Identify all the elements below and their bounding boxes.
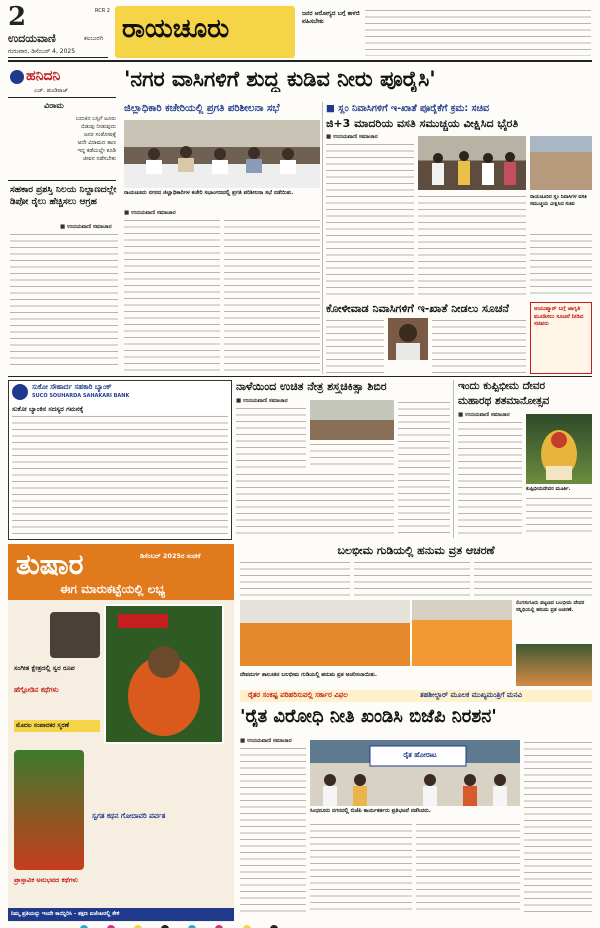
meeting-photo-art (124, 120, 320, 188)
section-rule (8, 376, 592, 377)
flower-art (14, 750, 84, 870)
eye-camp-byline: ■ ಉದಯವಾಣಿ ಸಮಾಚಾರ (236, 398, 288, 404)
farmer-kicker-2: ತಹಶೀಲ್ದಾರ್ ಮೂಲಕ ಮುಖ್ಯಮಂತ್ರಿಗೆ ಮನವಿ (420, 691, 522, 699)
festival-byline: ■ ಉದಯವಾಣಿ ಸಮಾಚಾರ (458, 412, 510, 418)
second-body-col-2 (432, 318, 526, 374)
hanuman-body-2 (354, 560, 470, 596)
hanidani-title: ಹನಿದನಿ (26, 68, 61, 84)
poem-line: ಜನರ ಸಂತೋಷಕ್ಕೆ (84, 132, 116, 138)
poem-line: ಬದುಕಿನ ಬಸ್ಸಿಗೆ ಟೂರು (75, 116, 116, 122)
bank-logo-icon (12, 384, 28, 400)
hanidani-rule (8, 97, 116, 98)
poem-line: ಅದೇ ವಿರಾಮದ ತಾಣ (77, 140, 116, 146)
poem-line: ಜೀವನ ನಡೆಸಬೇಕು (82, 156, 116, 162)
farmer-headline: 'ರೈತ ವಿರೋಧಿ ನೀತಿ ಖಂಡಿಸಿ ಬಿಜೆಪಿ ನಿರಶನ' (240, 706, 497, 727)
eye-camp-body-4 (398, 400, 450, 536)
right-byline: ■ ಉದಯವಾಣಿ ಸಮಾಚಾರ (326, 134, 378, 140)
main-subhead: ಜಿಲ್ಲಾಧಿಕಾರಿ ಕಚೇರಿಯಲ್ಲಿ ಪ್ರಗತಿ ಪರಿಶೀಲನಾ ಸಭೆ (124, 103, 280, 114)
tushar-blurb-3: ಮೊದಲ ಸಂಪಾದಕರ ಸ್ಮರಣೆ (14, 720, 100, 732)
eye-camp-photo (310, 400, 394, 440)
bank-name-en: SUCO SOUHARDA SAHAKARI BANK (32, 393, 130, 399)
festival-body-1 (458, 420, 522, 536)
tushar-blurb-1: ಸಂಗೀತ ಕ್ಷೇತ್ರದಲ್ಲಿ ಸ್ವರ ರೂಪ (14, 664, 75, 672)
second-headline: ಕೋಳೀವಾಡ ನಿವಾಸಿಗಳಿಗೆ ಇ-ಖಾತೆ ನೀಡಲು ಸೂಚನೆ (326, 302, 509, 315)
hanuman-headline: ಬಲಭೀಮ ಗುಡಿಯಲ್ಲಿ ಹನುಮ ವ್ರತ ಆಚರಣೆ (337, 544, 495, 557)
meeting-photo (124, 120, 320, 188)
tushar-footer: ನಿಮ್ಮ ಪ್ರತಿಯನ್ನು ಇಂದೇ ಕಾಯ್ದಿರಿಸಿ - ತಕ್ಷಣ ಏಜೆಂಟರಲ್ಲಿ ಕೇಳಿ (8, 908, 234, 921)
second-body-col-1 (326, 318, 384, 374)
eye-camp-headline: ನಾಳೆಯಿಂದ ಉಚಿತ ನೇತ್ರ ಶಸ್ತ್ರಚಿಕಿತ್ಸಾ ಶಿಬಿರ (236, 380, 387, 393)
poem-line: ಬಿಡುವು ನೀಡುವುದು (81, 124, 116, 130)
left-story-byline: ■ ಉದಯವಾಣಿ ಸಮಾಚಾರ (60, 224, 112, 230)
poem-rule (8, 180, 116, 181)
print-registration-marks (80, 918, 520, 926)
right-body-col-3 (530, 232, 592, 298)
eye-camp-body-3 (236, 472, 394, 536)
farmer-kicker: ರೈತರ ಸಂಕಷ್ಟ ಪರಿಹರಿಸುವಲ್ಲಿ ಸರ್ಕಾರ ವಿಫಲ (248, 691, 348, 699)
left-story-headline: ಸಹಕಾರ ಪ್ರಶಸ್ತಿ ನಿಲಯ ನಿಲ್ದಾಣದಲ್ಲೇ ಡಿಪೋ ರೈಲು ಹೆಚ್ಚಿಸಲು ಆಗ್ರಹ (10, 185, 117, 207)
farmer-body-3 (416, 822, 520, 914)
top-article-body (365, 8, 591, 56)
poem-block (36, 115, 116, 163)
bank-ad-body (12, 414, 228, 534)
eye-camp-body-2 (310, 442, 394, 470)
right-body-col-1 (326, 142, 414, 300)
bank-name: ಸುಕೋ ಸೌಹಾರ್ದ ಸಹಕಾರಿ ಬ್ಯಾಂಕ್ (32, 383, 112, 391)
hanidani-author: ಎಚ್. ಡುಂಡಿರಾಜ್ (34, 88, 69, 94)
deity-photo-art (526, 414, 592, 484)
tushar-blurb-2: ಹೆಗ್ಗೋಡಿನ ಕಥೆಗಳು (14, 686, 59, 694)
hanuman-photo-caption: ಲಿಂಗಸುಗೂರು ಪಟ್ಟಣದ ಬಲಭೀಮ ದೇವರ ಸನ್ನಿಧಿಯಲ್ಲಿ ಹನುಮ ವ್ರತ ಆಚರಣೆ. (516, 600, 585, 613)
farmer-body-2 (310, 822, 412, 914)
tushar-blurb-5: ಪ್ರಾಸ್ತಾವಿಕ ಅನುಭವದ ಕಥೆಗಳು (14, 876, 78, 884)
hanidani-badge (10, 70, 24, 84)
issue-date: ಗುರುವಾರ, ಡಿಸೆಂಬರ್ 4, 2025 (8, 48, 76, 55)
hanuman-photo-1 (240, 600, 410, 666)
festival-divider (453, 380, 454, 538)
edition-name: ಕಲಬುರಗಿ (84, 35, 104, 42)
tushar-tagline: ಈಗ ಮಾರುಕಟ್ಟೆಯಲ್ಲಿ ಲಭ್ಯ (60, 582, 166, 596)
deity-photo (526, 414, 592, 484)
hanuman-photo-3 (516, 644, 592, 686)
section-title: ರಾಯಚೂರು (122, 14, 230, 44)
hanuman-photo-2 (412, 600, 512, 666)
top-quote: ಜನರ ಆರೋಗ್ಯದ ಬಗ್ಗೆ ಕಾಳಜಿ ವಹಿಸಬೇಕು (302, 10, 360, 25)
farmer-body-1 (240, 746, 306, 914)
hanuman-body-1 (240, 560, 350, 596)
main-headline: 'ನಗರ ವಾಸಿಗಳಿಗೆ ಶುದ್ಧ ಕುಡಿವ ನೀರು ಪೂರೈಸಿ' (124, 66, 436, 91)
farmer-body-4 (524, 740, 592, 914)
minister-visit-photo (418, 136, 526, 190)
meeting-photo-caption: ರಾಯಚೂರು ನಗರದ ಜಿಲ್ಲಾಧಿಕಾರಿಗಳ ಕಚೇರಿ ಸಭಾಂಗಣದಲ್ಲಿ ಪ್ರಗತಿ ಪರಿಶೀಲನಾ ಸಭೆ ನಡೆಯಿತು. (124, 190, 294, 196)
brand-name: ಉದಯವಾಣಿ (8, 32, 56, 45)
festival-headline-2: ಮಹಾರಥ ಶತಮಾನೋತ್ಸವ (458, 395, 550, 407)
right-headline: ■ ಸ್ಲಂ ನಿವಾಸಿಗಳಿಗೆ ಇ-ಖಾತೆ ಪೂರೈಕೆಗೆ ಕ್ರಮ: ಸಚಿವ (326, 103, 490, 114)
farmer-byline: ■ ಉದಯವಾಣಿ ಸಮಾಚಾರ (240, 738, 292, 744)
pullquote-text: ಆಯುಷ್ಮಾನ್ ಬಗ್ಗೆ ಜಾಗೃತಿ ಮೂಡಿಸಲು ಸೂಚನೆ ನೀಡಿದ ಸಚಿವರು (534, 306, 584, 327)
festival-body-2 (526, 496, 592, 536)
main-body-col-2 (224, 218, 320, 372)
protest-photo-art (310, 740, 520, 806)
protest-photo-caption: ಸಿಂಧನೂರು ನಗರದಲ್ಲಿ ಬಿಜೆಪಿ ಕಾರ್ಯಕರ್ತರು ಪ್ರತಿಭಟನೆ ನಡೆಸಿದರು. (310, 808, 431, 814)
minister-visit-art (418, 136, 526, 190)
tushar-blurb-4: ಸ್ವಗತ ಕಥನ ಗೋದಾವರಿ ಪರ್ವತ (92, 812, 166, 820)
tushar-cover-art (106, 606, 222, 742)
main-byline: ■ ಉದಯವಾಣಿ ಸಮಾಚಾರ (124, 210, 176, 216)
page-number: 2 (8, 2, 27, 32)
side-caption: ರಾಯಚೂರಿನ ಸ್ಲಂ ನಿವಾಸಿಗಳ ವಸತಿ ಸಮುಚ್ಚಯ ವೀಕ್ಷಿಸಿದ ಸಚಿವ (530, 194, 587, 207)
poem-title: ವಿರಾಮ (44, 101, 64, 110)
column-divider (322, 102, 323, 374)
right-body-col-2 (418, 194, 526, 298)
left-story-body (10, 232, 118, 370)
singer-portrait (50, 612, 100, 658)
protest-photo (310, 740, 520, 806)
housing-photo (530, 136, 592, 190)
masthead-rule (8, 57, 108, 58)
deity-caption: ಕುಪ್ಪಿಭೀಮದೇವರ ಮೂರ್ತಿ. (526, 486, 571, 492)
hanuman-caption: ದೇವದುರ್ಗ ತಾಲೂಕಿನ ಬಲಭೀಮ ಗುಡಿಯಲ್ಲಿ ಹನುಮ ವ್ರತ ಆಚರಿಸಲಾಯಿತು. (240, 672, 378, 678)
region-code: RCR 2 (95, 8, 110, 14)
tushar-logo: ತುಷಾರ (16, 548, 84, 581)
festival-headline-1: ಇಂದು ಕುಪ್ಪಿಭೀಮ ದೇವರ (458, 380, 546, 392)
hanuman-body-3 (474, 560, 592, 596)
tushar-issue: ಡಿಸೆಂಬರ್ 2025ರ ಸಂಚಿಕೆ (140, 552, 201, 560)
official-portrait (388, 318, 428, 360)
official-portrait-art (388, 318, 428, 360)
eye-camp-body-1 (236, 406, 306, 470)
bank-notice: ಸುಕೋ ಬ್ಯಾಂಕಿನ ಸದಸ್ಯರ ಗಮನಕ್ಕೆ (12, 405, 84, 413)
poem-line: ಇದ್ದ ಕಡೆಯಲ್ಲೇ ಕೂಡಿ (77, 148, 116, 154)
right-subhead: ಜಿ+3 ಮಾದರಿಯ ವಸತಿ ಸಮುಚ್ಚಯ ವೀಕ್ಷಿಸಿದ ಭೈರತಿ (326, 117, 519, 130)
tushar-cover (104, 604, 224, 744)
protest-sign-text: ರೈತ ಹೋರಾಟ (403, 751, 437, 759)
main-body-col-1 (124, 218, 220, 372)
masthead-bottom-rule (8, 60, 592, 62)
pullquote-box (530, 302, 592, 374)
